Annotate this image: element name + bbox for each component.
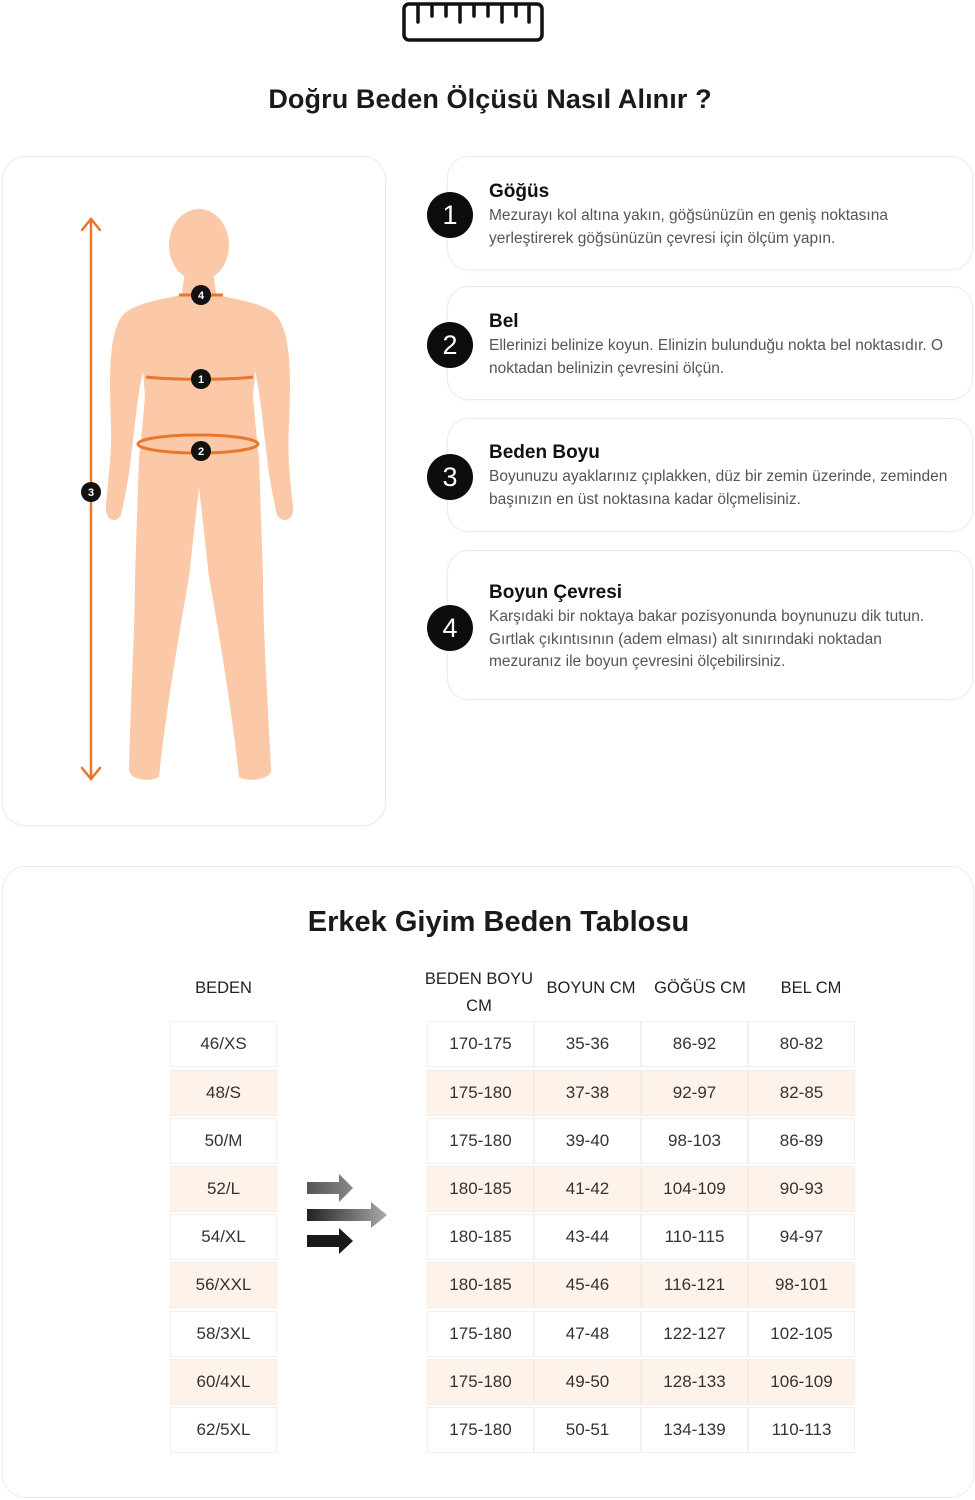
table-cell-neck: 37-38 [534,1070,641,1116]
step-description: Boyunuzu ayaklarınız çıplakken, düz bir zemin üzerinde, zeminden başınızın en üst noktasına kadar ölçmelisiniz. [489,468,948,508]
body-measurement-illustration [3,157,387,827]
table-cell-size: 52/L [170,1166,277,1212]
step-title: Bel [489,311,519,332]
table-cell-chest: 128-133 [641,1359,748,1405]
step-title: Boyun Çevresi [489,582,623,603]
table-cell-waist: 98-101 [748,1262,855,1308]
table-cell-chest: 122-127 [641,1311,748,1357]
step-description: Mezurayı kol altına yakın, göğsünüzün en geniş noktasına yerleştirerek göğsünüzün çevresi için ölçüm yapın. [489,207,888,247]
table-cell-chest: 86-92 [641,1021,748,1067]
marker-2 [191,441,211,461]
table-cell-size: 46/XS [170,1021,277,1067]
step-title: Beden Boyu [489,442,600,463]
table-cell-waist: 90-93 [748,1166,855,1212]
table-cell-size: 58/3XL [170,1311,277,1357]
svg-text:4: 4 [197,290,205,302]
step-description: Karşıdaki bir noktaya bakar pozisyonunda boynunuzu dik tutun. Gırtlak çıkıntısının (adem elması) alt sınırındaki noktadan mezuranız ile boyun çevresini ölçebilirsiniz. [489,608,925,670]
table-cell-height: 180-185 [427,1166,534,1212]
table-cell-size: 62/5XL [170,1407,277,1453]
table-cell-neck: 45-46 [534,1262,641,1308]
svg-text:2: 2 [197,446,205,458]
step-number: 3 [427,454,473,500]
table-cell-chest: 104-109 [641,1166,748,1212]
table-cell-waist: 94-97 [748,1214,855,1260]
table-cell-height: 180-185 [427,1262,534,1308]
table-cell-waist: 110-113 [748,1407,855,1453]
table-cell-neck: 35-36 [534,1021,641,1067]
col-header-height: BEDEN BOYU CM [424,970,534,1015]
size-table-title: Erkek Giyim Beden Tablosu [307,906,690,938]
page-title: Doğru Beden Ölçüsü Nasıl Alınır ? [268,84,712,114]
table-cell-neck: 39-40 [534,1118,641,1164]
table-cell-height: 175-180 [427,1070,534,1116]
table-cell-height: 175-180 [427,1359,534,1405]
step-description: Ellerinizi belinize koyun. Elinizin bulunduğu nokta bel noktasıdır. O noktadan belinizin çevresini ölçün. [489,337,944,377]
step-number: 4 [427,605,473,651]
marker-3 [81,482,101,502]
step-number: 1 [427,192,473,238]
table-cell-waist: 106-109 [748,1359,855,1405]
table-cell-neck: 41-42 [534,1166,641,1212]
right-arrows-icon [305,1172,391,1256]
table-cell-height: 175-180 [427,1407,534,1453]
table-cell-neck: 47-48 [534,1311,641,1357]
table-cell-height: 175-180 [427,1311,534,1357]
table-cell-chest: 116-121 [641,1262,748,1308]
col-header-chest: GÖĞÜS CM [654,979,746,997]
body-figure-card [2,156,386,826]
step-card-waist [442,286,973,400]
table-cell-height: 175-180 [427,1118,534,1164]
col-header-size: BEDEN [195,979,252,997]
step-card-chest [442,156,973,270]
svg-text:3: 3 [87,487,95,499]
table-cell-waist: 80-82 [748,1021,855,1067]
ruler-icon [402,2,544,42]
table-cell-size: 56/XXL [170,1262,277,1308]
svg-text:1: 1 [197,374,205,386]
table-cell-waist: 82-85 [748,1070,855,1116]
table-cell-neck: 43-44 [534,1214,641,1260]
table-cell-chest: 98-103 [641,1118,748,1164]
table-cell-size: 60/4XL [170,1359,277,1405]
table-cell-size: 48/S [170,1070,277,1116]
marker-4 [191,285,211,305]
table-cell-waist: 86-89 [748,1118,855,1164]
table-cell-neck: 50-51 [534,1407,641,1453]
table-cell-chest: 92-97 [641,1070,748,1116]
table-cell-chest: 134-139 [641,1407,748,1453]
table-cell-height: 170-175 [427,1021,534,1067]
col-header-waist: BEL CM [780,979,842,997]
table-cell-height: 180-185 [427,1214,534,1260]
table-cell-size: 54/XL [170,1214,277,1260]
col-header-neck: BOYUN CM [546,979,636,997]
table-cell-waist: 102-105 [748,1311,855,1357]
marker-1 [191,369,211,389]
step-title: Göğüs [489,181,550,202]
step-number: 2 [427,322,473,368]
table-cell-size: 50/M [170,1118,277,1164]
step-card-neck [442,550,973,700]
table-cell-neck: 49-50 [534,1359,641,1405]
table-cell-chest: 110-115 [641,1214,748,1260]
step-card-height [442,418,973,532]
